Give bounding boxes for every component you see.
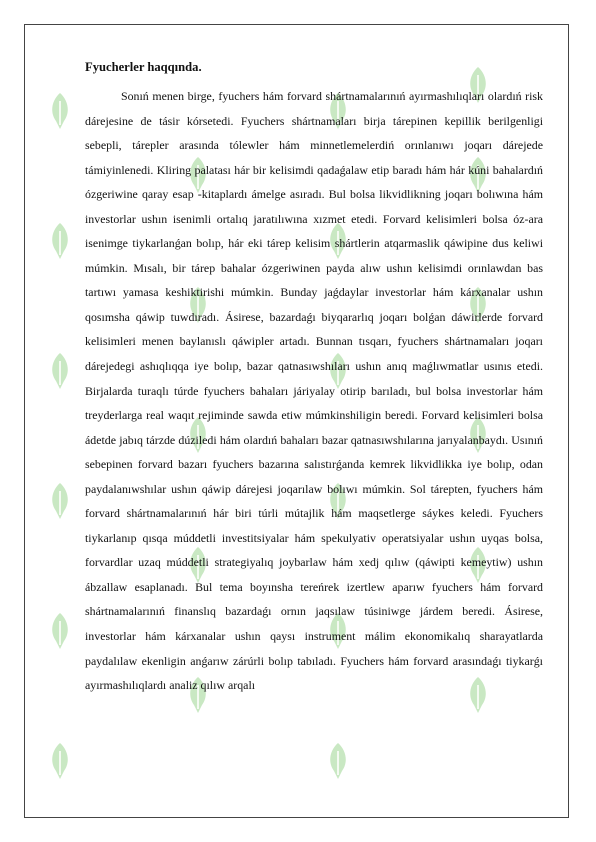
green-leaf-logo-icon (47, 481, 73, 521)
green-leaf-logo-icon (325, 741, 351, 781)
green-leaf-logo-icon (47, 351, 73, 391)
section-heading: Fyucherler haqqında. (85, 60, 202, 74)
body-paragraph: Sonıń menen birge, fyuchers hám forvard shártnamalarınıń ayırmashılıqları olardıń risk dárejesine de tásir kórsetedi. Fyuchers shártnamaları birja tárepinen kepillik berilgenligi sebepli, tárepler arasında tólewler hám minnetlemelerdiń orınlanıwı joqarı dárejede támiyinlenedi. Kliring palatası hár bir kelisimdi qadaǵalaw etip baradı hám hár kúni bahalardıń ózgeriwine qaray esap -kitaplardı ámelge asıradı. Bul bolsa likvidlikning joqarı bolıwına hám investorlar ushın isenimli ortalıq jaratılıwına xızmet etedi. Forvard kelisimleri bolsa óz-ara isenimge tiykarlanǵan bolıp, hár eki tárep kelisim shártlerin atqarmaslik qáwipine dus keliwi múmkin. Mısalı, bir tárep bahalar ózgeriwinen payda alıw ushın kelisimdi orınlawdan bas tartıwı yamasa keshiktirishi múmkin. Bunday jaǵdaylar investorlar hám kárxanalar ushın qosımsha qáwip tuwdıradı. Ásirese, bazardaǵı biyqararlıq joqarı bolǵan dáwirlerde forvard kelisimleri menen baylanıslı qáwipler artadı. Bunnan tısqarı, fyuchers shártnamaları joqarı dárejedegi ashıqlıqqa iye bolıp, bazar qatnasıwshıları ushın anıq maǵlıwmatlar usınıs etedi. Birjalarda turaqlı túrde fyuchers bahaları járiyalay otirip barıladı, bul bolsa investorlar hám treyderlarga real waqıt rejiminde sawda etiw múmkinshiligin beredi. Forvard kelisimleri bolsa ádetde jabıq tárzde dúziledi hám olardıń bahaları bazar qatnasıwshılarına jarıyalanbaydı. Usınıń sebepinen forvard bazarı fyuchers bazarına salıstırǵanda kemrek likvidlikka iye bolıp, odan paydalanıwshılar ushın qáwip dárejesi joqarılaw bolıwı múmkin. Sol tárepten, fyuchers hám forvard shártnamalarınıń hár biri túrli mútajlik hám maqsetlerge sáykes keledi. Fyuchers tiykarlanıp qısqa múddetli investitsiyalar hám spekulyativ operatsiyalar ushın uyqas bolsa, forvardlar uzaq múddetli strategiyalıq joybarlaw hám xedj qılıw (qáwipti kemeytiw) ushın ábzallaw esaplanadı. Bul tema boyınsha tereńrek izertlew aparıw fyuchers hám forvard shártnamalarınıń finanslıq bazardaǵı ornın jaqsılaw túsiniwge járdem beredi. Ásirese, investorlar hám kárxanalar ushın qaysı instrument málim ekonomikalıq sharayatlarda paydalılaw ekenligin anǵarıw zárúrli bolıp tabıladı. Fyuchers hám forvard arasındaǵı tiykarǵı ayırmashılıqlardı analiz qılıw arqalı (85, 89, 543, 693)
page-frame (24, 24, 569, 818)
green-leaf-logo-icon (47, 221, 73, 261)
document-content (85, 59, 543, 698)
green-leaf-logo-icon (47, 611, 73, 651)
green-leaf-logo-icon (47, 91, 73, 131)
green-leaf-logo-icon (47, 741, 73, 781)
